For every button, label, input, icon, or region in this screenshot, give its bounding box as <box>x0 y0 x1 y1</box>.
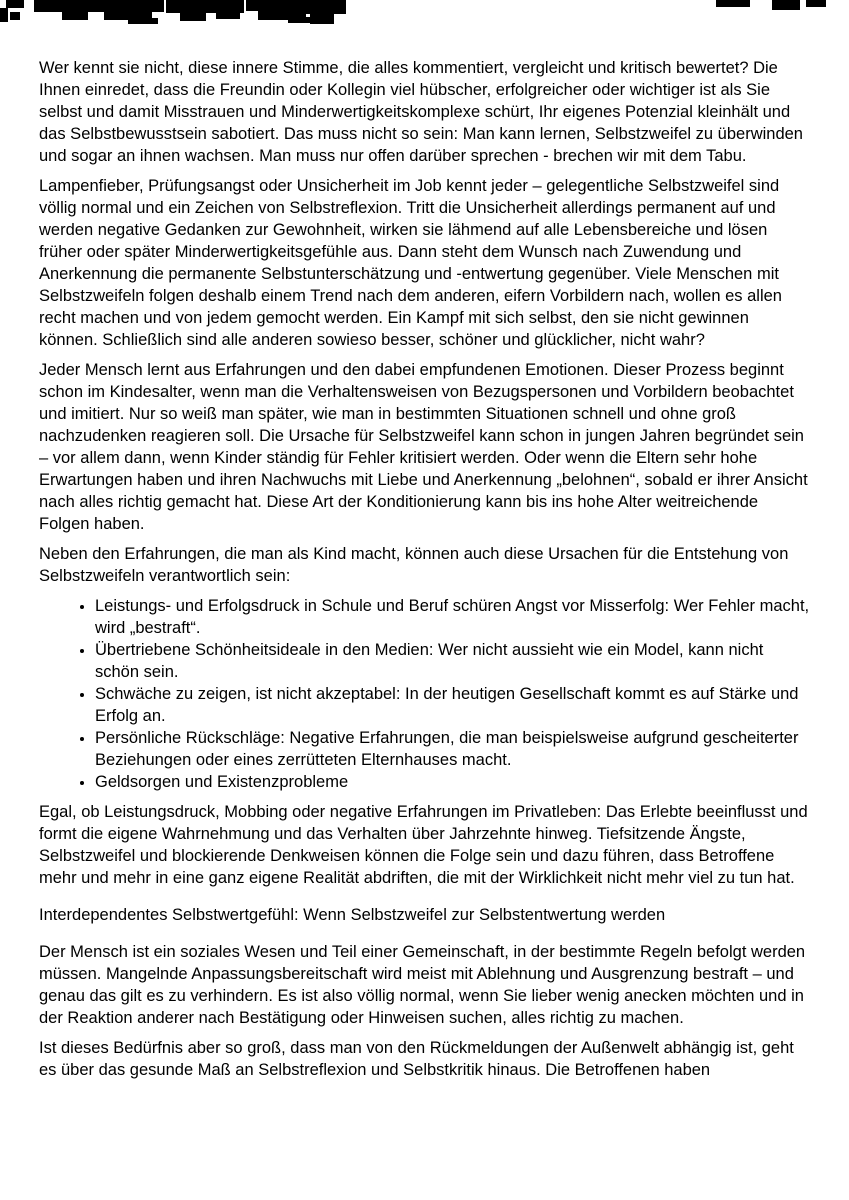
glitch-block <box>310 14 334 24</box>
glitch-block <box>6 0 24 8</box>
paragraph-learning-childhood: Jeder Mensch lernt aus Erfahrungen und den dabei empfundenen Emotionen. Dieser Prozess beginnt schon im Kindesalter, wenn man die Verhaltensweisen von Bezugspersonen und Vorbildern beobachtet und imitiert. Nur so weiß man später, wie man in bestimmten Situationen schnell und ohne groß nachzudenken reagieren soll. Die Ursache für Selbstzweifel kann schon in jungen Jahren begründet sein – vor allem dann, wenn Kinder ständig für Fehler kritisiert werden. Oder wenn die Eltern sehr hohe Erwartungen haben und ihren Nachwuchs mit Liebe und Anerkennung „belohnen“, sobald er ihrer Ansicht nach alles richtig gemacht hat. Diese Art der Konditionierung kann bis ins hohe Alter weitreichende Folgen haben. <box>39 361 808 533</box>
glitch-block <box>10 12 20 20</box>
section-heading-interdependent-self-worth: Interdependentes Selbstwertgefühl: Wenn Selbstzweifel zur Selbstentwertung werden <box>39 906 666 924</box>
glitch-block <box>128 18 158 24</box>
glitch-block <box>62 12 88 20</box>
glitch-block <box>258 11 306 20</box>
paragraph-experience-shapes: Egal, ob Leistungsdruck, Mobbing oder negative Erfahrungen im Privatleben: Das Erlebte beeinflusst und formt die eigene Wahrnehmung und das Verhalten über Jahrzehnte hinweg. Tiefsitzende Ängste, Selbstzweifel und blockierende Denkweisen können die Folge sein und dazu führen, dass Betroffene mehr und mehr in eine ganz eigene Realität abdriften, die mit der Wirklichkeit nicht mehr viel zu tun hat. <box>39 803 808 887</box>
glitch-block <box>772 0 800 10</box>
glitch-block <box>104 6 152 20</box>
glitch-block <box>216 10 240 19</box>
paragraph-social-being: Der Mensch ist ein soziales Wesen und Teil einer Gemeinschaft, in der bestimmte Regeln befolgt werden müssen. Mangelnde Anpassungsbereitschaft wird meist mit Ablehnung und Ausgrenzung bestraft – und genau das gilt es zu verhindern. Es ist also völlig normal, wenn Sie lieber wenig anecken möchten und in der Reaktion anderer nach Bestätigung oder Hinweisen suchen, alles richtig zu machen. <box>39 943 806 1027</box>
paragraph-stage-fright: Lampenfieber, Prüfungsangst oder Unsicherheit im Job kennt jeder – gelegentliche Selbstzweifel sind völlig normal und ein Zeichen von Selbstreflexion. Tritt die Unsicherheit allerdings permanent auf und werden negative Gedanken zur Gewohnheit, wirken sie lähmend auf alle Lebensbereiche und lösen früher oder später Minderwertigkeitsgefühle aus. Dann steht dem Wunsch nach Zuwendung und Anerkennung die permanente Selbstunterschätzung und -entwertung gegenüber. Viele Menschen mit Selbstzweifeln folgen deshalb einem Trend nach dem anderen, eifern Vorbildern nach, wollen es allen recht machen und von jedem gemocht werden. Ein Kampf mit sich selbst, den sie nicht gewinnen können. Schließlich sind alle anderen sowieso besser, schöner und glücklicher, nicht wahr? <box>39 177 782 349</box>
paragraph-need-for-feedback: Ist dieses Bedürfnis aber so groß, dass man von den Rückmeldungen der Außenwelt abhängig ist, geht es über das gesunde Maß an Selbstreflexion und Selbstkritik hinaus. Die Betroffenen haben <box>39 1039 794 1079</box>
glitch-block <box>0 8 8 22</box>
list-item-showing-weakness: • Schwäche zu zeigen, ist nicht akzeptabel: In der heutigen Gesellschaft kommt es auf Stärke und Erfolg an. <box>95 683 810 727</box>
glitch-block <box>34 0 164 12</box>
paragraph-inner-voice: Wer kennt sie nicht, diese innere Stimme, die alles kommentiert, vergleicht und kritisch bewertet? Die Ihnen einredet, dass die Freundin oder Kollegin viel hübscher, erfolgreicher oder wichtiger ist als Sie selbst und damit Misstrauen und Minderwertigkeitskomplexe schürt, Ihr eigenes Potenzial kleinhält und das Selbstbewusstsein sabotiert. Das muss nicht so sein: Man kann lernen, Selbstzweifel zu überwinden und sogar an ihnen wachsen. Man muss nur offen darüber sprechen - brechen wir mit dem Tabu. <box>39 59 803 165</box>
list-item-money-worries: • Geldsorgen und Existenzprobleme <box>95 771 810 793</box>
causes-list <box>39 595 810 793</box>
glitch-block <box>180 13 206 21</box>
glitch-block <box>300 0 346 14</box>
glitch-block <box>806 0 826 7</box>
glitch-block <box>166 0 244 13</box>
list-item-beauty-ideals: • Übertriebene Schönheitsideale in den Medien: Wer nicht aussieht wie ein Model, kann nicht schön sein. <box>95 639 810 683</box>
paragraph-causes-intro: Neben den Erfahrungen, die man als Kind macht, können auch diese Ursachen für die Entstehung von Selbstzweifeln verantwortlich sein: <box>39 545 789 585</box>
glitch-block <box>288 17 322 23</box>
glitch-block <box>716 0 750 7</box>
list-item-personal-setbacks: • Persönliche Rückschläge: Negative Erfahrungen, die man beispielsweise aufgrund gescheiterter Beziehungen oder eines zerrütteten Elternhauses macht. <box>95 727 810 771</box>
header-glitch-artifact <box>0 0 849 30</box>
glitch-block <box>246 0 332 11</box>
list-item-performance-pressure: • Leistungs- und Erfolgsdruck in Schule und Beruf schüren Angst vor Misserfolg: Wer Fehler macht, wird „bestraft“. <box>95 595 810 639</box>
